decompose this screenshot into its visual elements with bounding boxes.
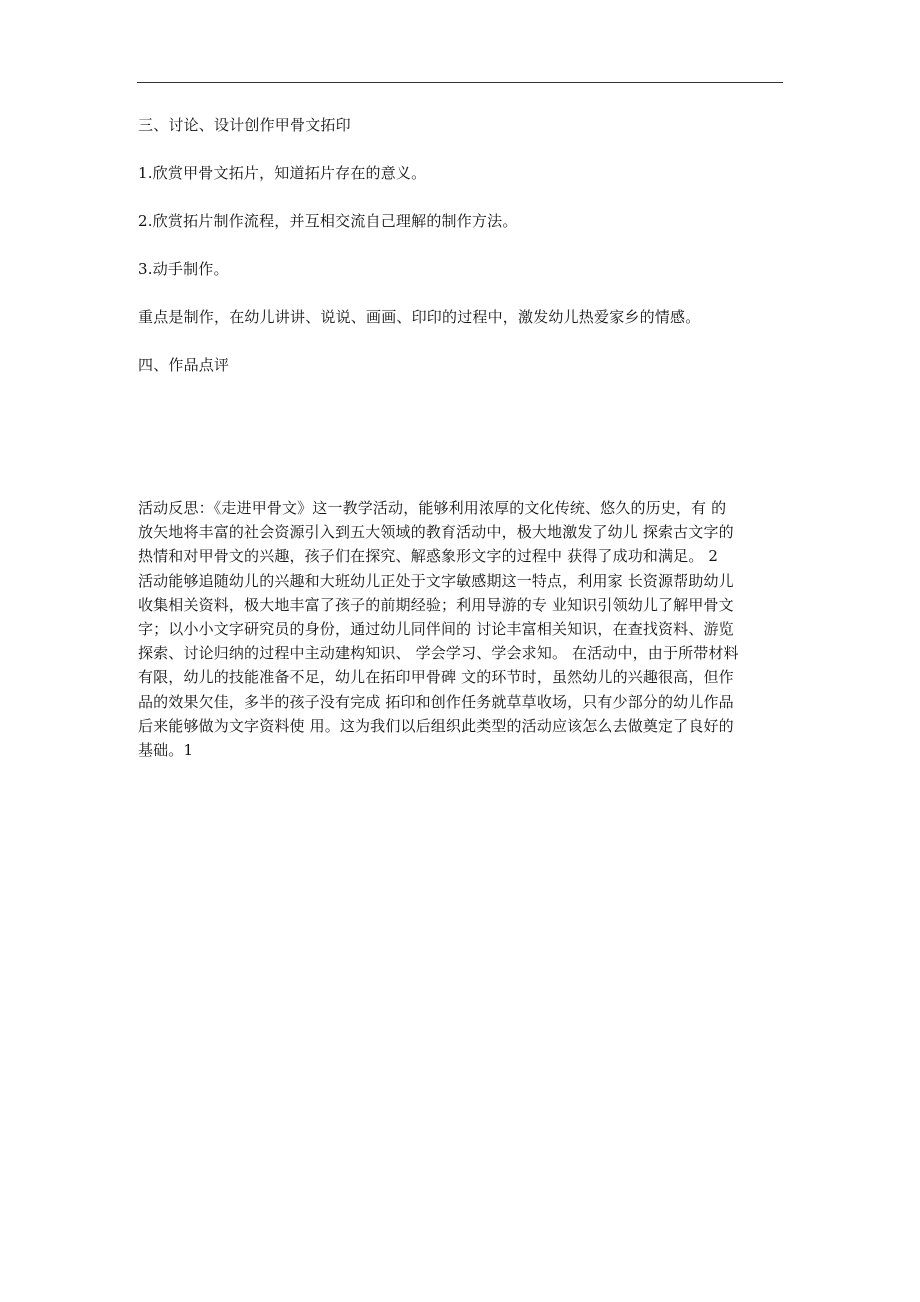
reflection-line: 活动能够追随幼儿的兴趣和大班幼儿正处于文字敏感期这一特点，利用家 长资源帮助幼儿 <box>138 571 734 590</box>
list-item-3: 3.动手制作。 <box>138 260 229 278</box>
reflection-line: 活动反思：《走进甲骨文》这一教学活动，能够利用浓厚的文化传统、悠久的历史，有 的 <box>138 499 727 517</box>
reflection-line: 探索、讨论归纳的过程中主动建构知识、 学会学习、学会求知。 在活动中，由于所带材料 <box>138 644 739 663</box>
reflection-line: 品的效果欠佳，多半的孩子没有完成 拓印和创作任务就草草收场，只有少部分的幼儿作品 <box>138 692 734 711</box>
focus-note: 重点是制作，在幼儿讲讲、说说、画画、印印的过程中，激发幼儿热爱家乡的情感。 <box>138 308 701 326</box>
list-item-1: 1.欣赏甲骨文拓片，知道拓片存在的意义。 <box>138 164 427 182</box>
header-divider <box>137 82 783 83</box>
section-4-heading: 四、作品点评 <box>138 356 230 374</box>
reflection-line: 字；以小小文字研究员的身份，通过幼儿同伴间的 讨论丰富相关知识，在查找资料、游览 <box>138 619 734 638</box>
reflection-line: 基础。1 <box>138 740 194 759</box>
reflection-line: 收集相关资料，极大地丰富了孩子的前期经验；利用导游的专 业知识引领幼儿了解甲骨文 <box>138 595 734 614</box>
section-3-heading: 三、讨论、设计创作甲骨文拓印 <box>138 116 351 134</box>
reflection-line: 热情和对甲骨文的兴趣，孩子们在探究、解惑象形文字的过程中 获得了成功和满足。 2 <box>138 547 719 566</box>
list-item-2: 2.欣赏拓片制作流程，并互相交流自己理解的制作方法。 <box>138 212 518 230</box>
reflection-line: 放矢地将丰富的社会资源引入到五大领域的教育活动中，极大地激发了幼儿 探索古文字的 <box>138 523 734 542</box>
reflection-line: 后来能够做为文字资料使 用。这为我们以后组织此类型的活动应该怎么去做奠定了良好的 <box>138 716 734 735</box>
activity-reflection <box>138 496 788 762</box>
reflection-line: 有限，幼儿的技能准备不足，幼儿在拓印甲骨碑 文的环节时，虽然幼儿的兴趣很高，但作 <box>138 668 734 687</box>
